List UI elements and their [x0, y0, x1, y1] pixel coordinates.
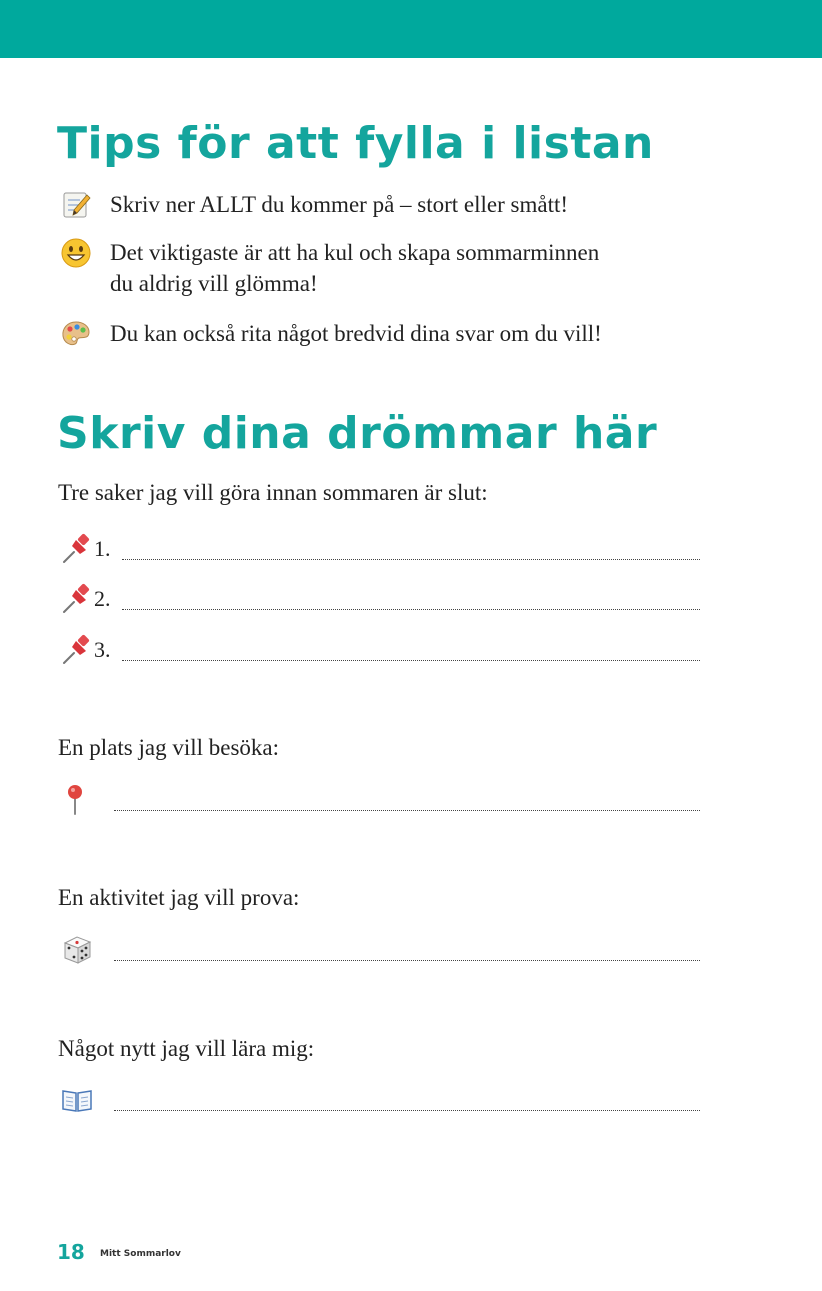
- activity-write-line[interactable]: [114, 960, 700, 961]
- top-color-band: [0, 0, 822, 58]
- memo-icon: [60, 189, 92, 221]
- open-book-icon: [60, 1083, 94, 1117]
- answer-row: [60, 582, 700, 616]
- item-number: 1.: [94, 536, 111, 561]
- three-things-prompt: Tre saker jag vill göra innan sommaren är slut:: [58, 480, 488, 505]
- pushpin-icon: [60, 633, 94, 667]
- learn-write-line[interactable]: [114, 1110, 700, 1111]
- smiley-icon: [60, 237, 92, 269]
- item-number: 2.: [94, 586, 111, 611]
- place-prompt: En plats jag vill besöka:: [58, 735, 280, 760]
- answer-row: [60, 1083, 700, 1117]
- tips-heading: Tips för att fylla i listan: [57, 118, 654, 169]
- tip-text: Skriv ner ALLT du kommer på – stort eller smått!: [110, 192, 569, 217]
- answer-row: [60, 933, 700, 967]
- item-number: 3.: [94, 637, 111, 662]
- answer-row: [60, 532, 700, 566]
- tip-text: [110, 237, 710, 299]
- write-line-1[interactable]: [122, 559, 700, 560]
- place-write-line[interactable]: [114, 810, 700, 811]
- tip-text: Du kan också rita något bredvid dina svar om du vill!: [110, 321, 602, 346]
- answer-row: [60, 633, 700, 667]
- answer-row: [60, 783, 700, 817]
- pushpin-icon: [60, 582, 94, 616]
- write-line-3[interactable]: [122, 660, 700, 661]
- dice-icon: [60, 933, 94, 967]
- page-number: 18: [57, 1240, 85, 1264]
- pushpin-icon: [60, 532, 94, 566]
- tip-text-line: du aldrig vill glömma!: [110, 271, 318, 296]
- learn-prompt: Något nytt jag vill lära mig:: [58, 1036, 315, 1061]
- tip-text-line: Det viktigaste är att ha kul och skapa sommarminnen: [110, 240, 600, 265]
- round-pin-icon: [60, 783, 94, 817]
- dreams-heading: Skriv dina drömmar här: [57, 408, 658, 459]
- activity-prompt: En aktivitet jag vill prova:: [58, 885, 300, 910]
- write-line-2[interactable]: [122, 609, 700, 610]
- palette-icon: [60, 318, 92, 350]
- footer-title: Mitt Sommarlov: [100, 1249, 181, 1259]
